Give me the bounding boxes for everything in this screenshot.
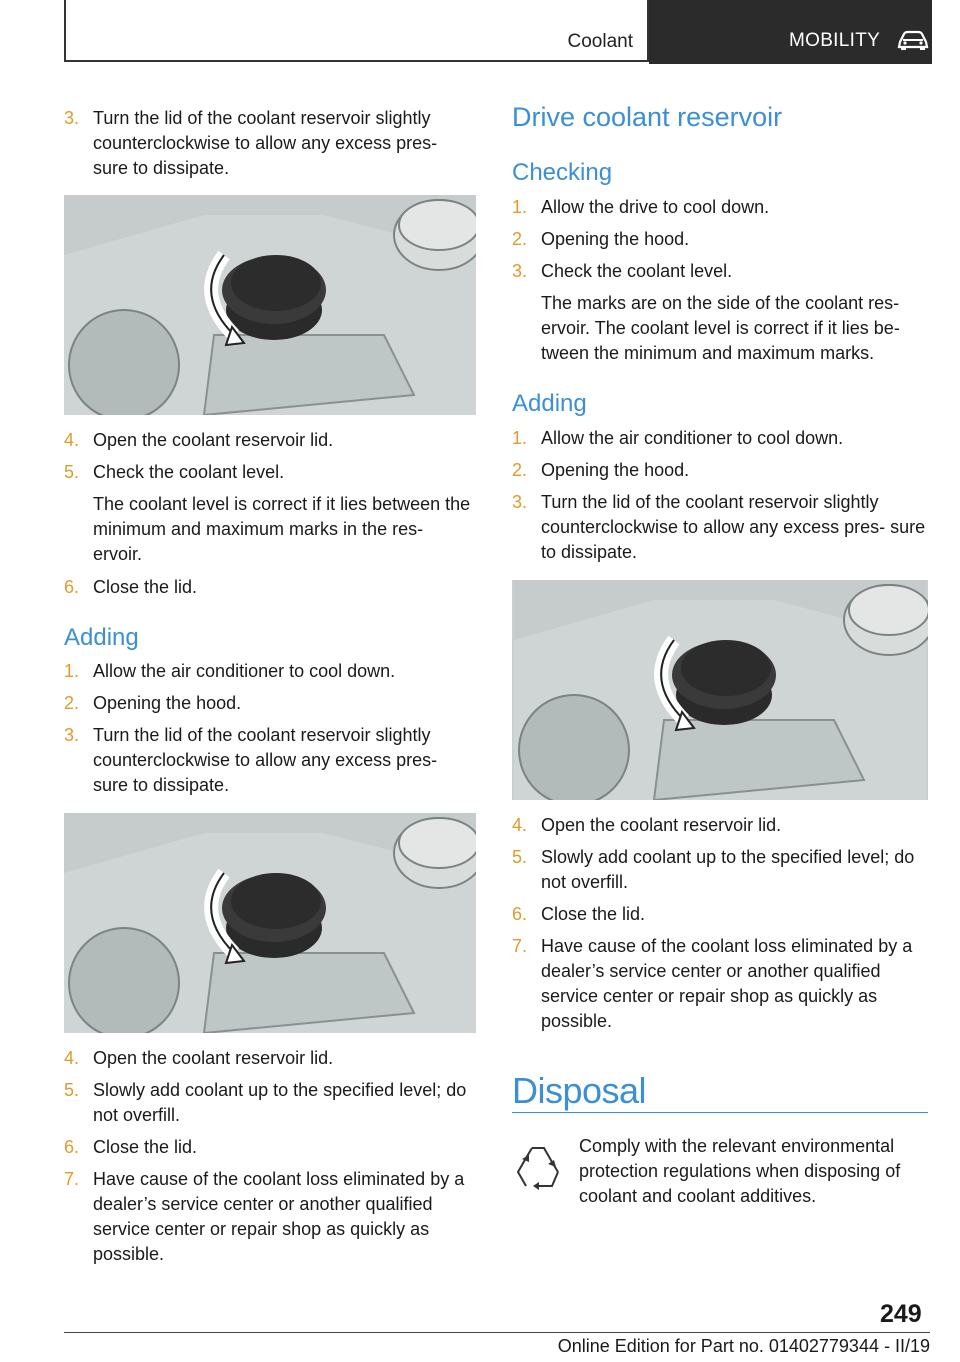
step-text: Allow the air conditioner to cool down. bbox=[541, 428, 844, 448]
car-icon bbox=[897, 30, 929, 52]
step-text: Check the coolant level. bbox=[93, 462, 285, 482]
step-text: Turn the lid of the coolant reservoir slightly counterclockwise to allow any excess pres‐ sure to dissipate. bbox=[541, 492, 926, 562]
step-text: Close the lid. bbox=[93, 577, 198, 597]
step-note: The coolant level is correct if it lies between the minimum and maximum marks in the res‐ ervoir. bbox=[93, 494, 471, 564]
list-item bbox=[64, 460, 473, 485]
step-text: Allow the drive to cool down. bbox=[541, 197, 770, 217]
step-number: 5. bbox=[64, 462, 80, 482]
step-text: Opening the hood. bbox=[541, 229, 690, 249]
list-item bbox=[64, 659, 473, 684]
step-text: Open the coolant reservoir lid. bbox=[93, 430, 334, 450]
chapter-title: MOBILITY bbox=[789, 30, 881, 51]
step-text: Open the coolant reservoir lid. bbox=[93, 1048, 334, 1068]
list-item bbox=[64, 428, 473, 453]
step-number: 7. bbox=[512, 936, 528, 956]
list-item bbox=[64, 575, 473, 600]
step-number: 6. bbox=[64, 1137, 80, 1157]
step-number: 3. bbox=[64, 108, 80, 128]
step-number: 2. bbox=[512, 460, 528, 480]
list-item bbox=[512, 195, 929, 220]
step-number: 7. bbox=[64, 1169, 80, 1189]
section-title: Disposal bbox=[512, 1070, 647, 1111]
page-number: 249 bbox=[880, 1300, 922, 1328]
step-number: 1. bbox=[64, 661, 80, 681]
step-text: Slowly add coolant up to the specified level; do not overfill. bbox=[93, 1080, 467, 1125]
step-text: Slowly add coolant up to the specified level; do not overfill. bbox=[541, 847, 915, 892]
step-text: Allow the air conditioner to cool down. bbox=[93, 661, 396, 681]
step-number: 3. bbox=[512, 492, 528, 512]
step-number: 2. bbox=[512, 229, 528, 249]
step-text: Turn the lid of the coolant reservoir slightly counterclockwise to allow any excess pres‐ sure to dissipate. bbox=[93, 108, 438, 178]
list-item bbox=[64, 723, 473, 798]
section-title: Drive coolant reservoir bbox=[512, 102, 783, 132]
step-number: 1. bbox=[512, 428, 528, 448]
list-item bbox=[512, 458, 929, 483]
section-divider bbox=[512, 1112, 928, 1113]
step-note: The marks are on the side of the coolant res‐ ervoir. The coolant level is correct if it lies be‐ tween the minimum and maximum marks. bbox=[541, 293, 900, 363]
step-number: 4. bbox=[512, 815, 528, 835]
list-item bbox=[512, 845, 929, 895]
list-item bbox=[512, 934, 929, 1034]
list-item bbox=[64, 1135, 473, 1160]
step-number: 3. bbox=[512, 261, 528, 281]
step-number: 1. bbox=[512, 197, 528, 217]
page-header bbox=[64, 0, 932, 64]
list-item bbox=[512, 259, 929, 284]
step-number: 2. bbox=[64, 693, 80, 713]
list-item bbox=[64, 1167, 473, 1267]
section-title: Coolant bbox=[567, 31, 633, 52]
list-item bbox=[64, 691, 473, 716]
step-text: Have cause of the coolant loss eliminated by a dealer’s service center or another qualified service center or repair shop as quickly as possible. bbox=[93, 1169, 465, 1264]
step-text: Have cause of the coolant loss eliminated by a dealer’s service center or another qualified service center or repair shop as quickly as possible. bbox=[541, 936, 913, 1031]
list-item bbox=[512, 813, 929, 838]
list-item bbox=[512, 902, 929, 927]
section-heading: Adding bbox=[64, 624, 139, 651]
edition-text: Online Edition for Part no. 01402779344 - II/19 bbox=[557, 1336, 930, 1356]
coolant-reservoir-photo bbox=[64, 813, 476, 1033]
step-text: Opening the hood. bbox=[541, 460, 690, 480]
step-text: Check the coolant level. bbox=[541, 261, 733, 281]
disposal-text: Comply with the relevant environmental protection regulations when disposing of coolant and coolant additives. bbox=[579, 1136, 901, 1206]
coolant-reservoir-photo bbox=[64, 195, 476, 415]
list-item bbox=[64, 1046, 473, 1071]
list-item bbox=[512, 227, 929, 252]
step-number: 4. bbox=[64, 1048, 80, 1068]
list-item bbox=[64, 106, 473, 181]
step-text: Close the lid. bbox=[93, 1137, 198, 1157]
list-item bbox=[512, 426, 929, 451]
coolant-reservoir-photo bbox=[512, 580, 928, 800]
list-item bbox=[64, 1078, 473, 1128]
step-text: Close the lid. bbox=[541, 904, 646, 924]
step-number: 6. bbox=[512, 904, 528, 924]
step-number: 5. bbox=[64, 1080, 80, 1100]
list-item bbox=[512, 490, 929, 565]
section-heading: Checking bbox=[512, 159, 613, 186]
section-tab bbox=[64, 0, 649, 62]
step-number: 4. bbox=[64, 430, 80, 450]
step-number: 3. bbox=[64, 725, 80, 745]
chapter-tab bbox=[649, 0, 932, 64]
recycle-icon bbox=[512, 1142, 564, 1196]
step-text: Open the coolant reservoir lid. bbox=[541, 815, 782, 835]
step-number: 5. bbox=[512, 847, 528, 867]
step-text: Turn the lid of the coolant reservoir slightly counterclockwise to allow any excess pres‐ sure to dissipate. bbox=[93, 725, 438, 795]
step-text: Opening the hood. bbox=[93, 693, 242, 713]
section-heading: Adding bbox=[512, 390, 587, 417]
step-number: 6. bbox=[64, 577, 80, 597]
footer-divider bbox=[64, 1332, 930, 1333]
disposal-note bbox=[512, 1138, 928, 1218]
